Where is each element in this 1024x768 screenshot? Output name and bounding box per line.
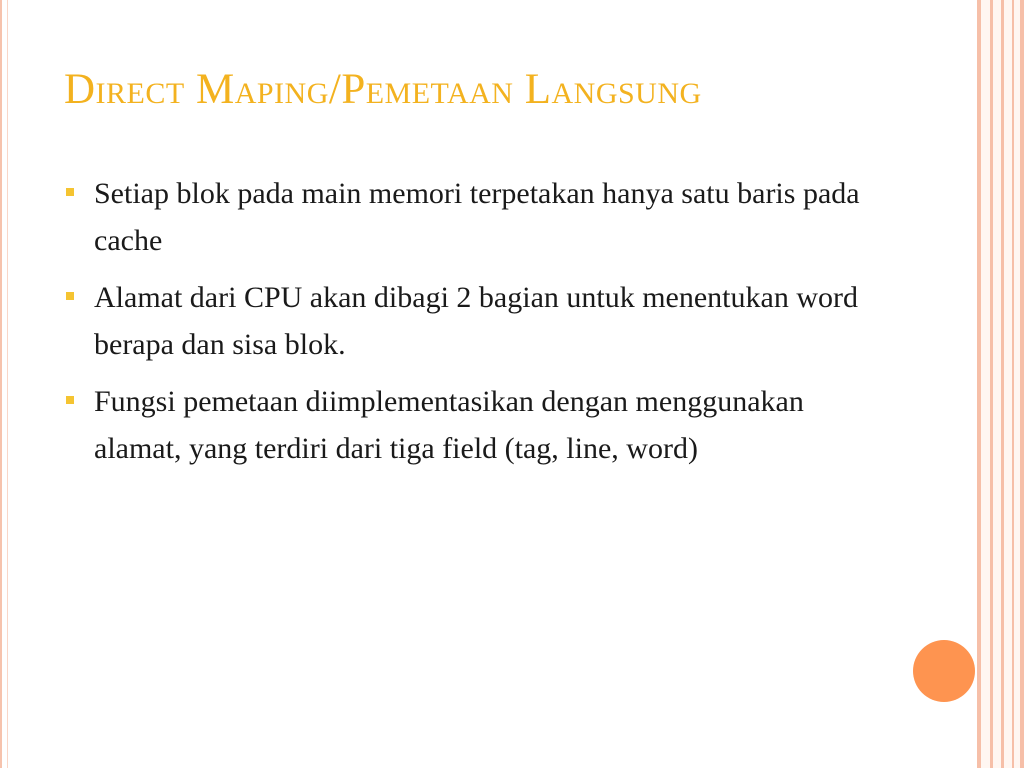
bullet-text: Alamat dari CPU akan dibagi 2 bagian untuk menentukan word berapa dan sisa blok. xyxy=(94,281,858,361)
slide-title: Direct Maping/Pemetaan Langsung xyxy=(64,66,702,113)
right-stripe xyxy=(1012,0,1014,768)
square-bullet-icon xyxy=(66,292,74,300)
bullet-item xyxy=(64,274,894,368)
bullet-item xyxy=(64,378,894,472)
right-stripe xyxy=(1001,0,1004,768)
square-bullet-icon xyxy=(66,188,74,196)
bullet-text: Fungsi pemetaan diimplementasikan dengan menggunakan alamat, yang terdiri dari tiga field (tag, line, word) xyxy=(94,385,804,465)
right-stripe xyxy=(977,0,981,768)
bullet-text: Setiap blok pada main memori terpetakan hanya satu baris pada cache xyxy=(94,177,860,257)
bullet-item xyxy=(64,170,894,264)
bullet-list xyxy=(64,170,894,482)
left-border-decoration xyxy=(0,0,8,768)
square-bullet-icon xyxy=(66,396,74,404)
right-stripe xyxy=(1020,0,1024,768)
orange-circle-icon xyxy=(913,640,975,702)
right-stripe xyxy=(990,0,993,768)
